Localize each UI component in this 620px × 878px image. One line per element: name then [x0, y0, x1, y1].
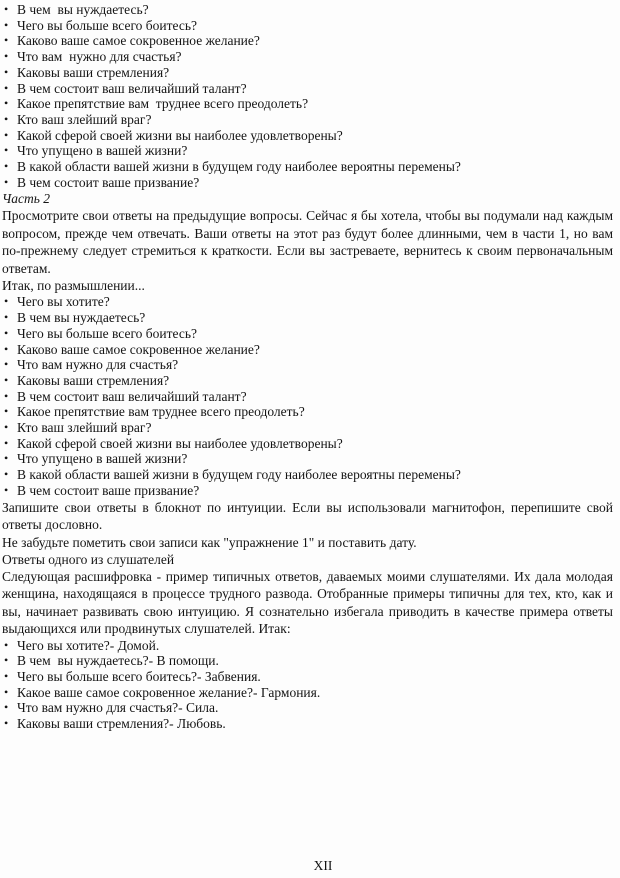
label-entries-paragraph: Не забудьте пометить свои записи как "упражнение 1" и поставить дату. — [2, 534, 417, 550]
instructions-paragraph: Просмотрите свои ответы на предыдущие вопросы. Сейчас я бы хотела, чтобы вы подумали над каждым вопросом, прежде чем отвечать. Ваши ответы на этот раз будут более длинными, чем в части 1, но вам по-прежнему следует стремиться к краткости. Если вы застреваете, вернитесь к своим первоначальным ответам. — [2, 208, 613, 276]
answer-item: • Что вам нужно для счастья?- Сила. — [2, 700, 613, 716]
reflection-lead-in: Итак, по размышлении... — [2, 278, 145, 294]
question-item: • Какой сферой своей жизни вы наиболее удовлетворены? — [2, 128, 613, 144]
page-number: XII — [313, 858, 333, 873]
question-item: • Каковы ваши стремления? — [2, 65, 613, 81]
question-item: • Что вам нужно для счастья? — [2, 357, 613, 373]
question-item: • В чем состоит ваше призвание? — [2, 483, 613, 499]
question-item: • В какой области вашей жизни в будущем году наиболее вероятны перемены? — [2, 467, 613, 483]
question-item: • Кто ваш злейший враг? — [2, 420, 613, 436]
question-item: • В чем состоит ваше призвание? — [2, 175, 613, 191]
answer-item: • Каковы ваши стремления?- Любовь. — [2, 716, 613, 732]
question-item: • В какой области вашей жизни в будущем году наиболее вероятны перемены? — [2, 159, 613, 175]
question-item: • Какое препятствие вам труднее всего преодолеть? — [2, 404, 613, 420]
sample-answers-heading: Ответы одного из слушателей — [2, 551, 175, 567]
answer-item: • Чего вы хотите?- Домой. — [2, 638, 613, 654]
question-item: • Какое препятствие вам труднее всего преодолеть? — [2, 96, 613, 112]
sample-answers-list — [2, 638, 613, 732]
answer-item: • В чем вы нуждаетесь?- В помощи. — [2, 653, 613, 669]
answer-item: • Чего вы больше всего боитесь?- Забвения. — [2, 669, 613, 685]
question-item: • Чего вы больше всего боитесь? — [2, 326, 613, 342]
question-item: • Каково ваше самое сокровенное желание? — [2, 342, 613, 358]
question-item: • Что упущено в вашей жизни? — [2, 143, 613, 159]
question-item: • В чем вы нуждаетесь? — [2, 310, 613, 326]
question-item: • Кто ваш злейший враг? — [2, 112, 613, 128]
sample-answers-intro: Следующая расшифровка - пример типичных ответов, даваемых моими слушателями. Их дала молодая женщина, находящаяся в процессе трудного развода. Отобранные примеры типичны для тех, кто, как и вы, начинает развивать свою интуицию. Я сознательно избегала приводить в качестве примера ответы выдающихся или продвинутых слушателей. Итак: — [2, 568, 613, 637]
question-item: • Что упущено в вашей жизни? — [2, 451, 613, 467]
question-item: • Что вам нужно для счастья? — [2, 49, 613, 65]
question-item: • Чего вы хотите? — [2, 294, 613, 310]
record-answers-paragraph: Запишите свои ответы в блокнот по интуиции. Если вы использовали магнитофон, перепишите свой ответы дословно. — [2, 499, 613, 533]
answer-item: • Какое ваше самое сокровенное желание?- Гармония. — [2, 685, 613, 701]
question-item: • Чего вы больше всего боитесь? — [2, 18, 613, 34]
part-2-heading: Часть 2 — [2, 191, 51, 207]
question-item: • В чем вы нуждаетесь? — [2, 2, 613, 18]
question-item: • В чем состоит ваш величайший талант? — [2, 389, 613, 405]
question-item: • В чем состоит ваш величайший талант? — [2, 81, 613, 97]
question-item: • Какой сферой своей жизни вы наиболее удовлетворены? — [2, 436, 613, 452]
questions-list-reflection — [2, 294, 613, 498]
question-item: • Каковы ваши стремления? — [2, 373, 613, 389]
question-item: • Каково ваше самое сокровенное желание? — [2, 33, 613, 49]
questions-list-initial — [2, 2, 613, 190]
